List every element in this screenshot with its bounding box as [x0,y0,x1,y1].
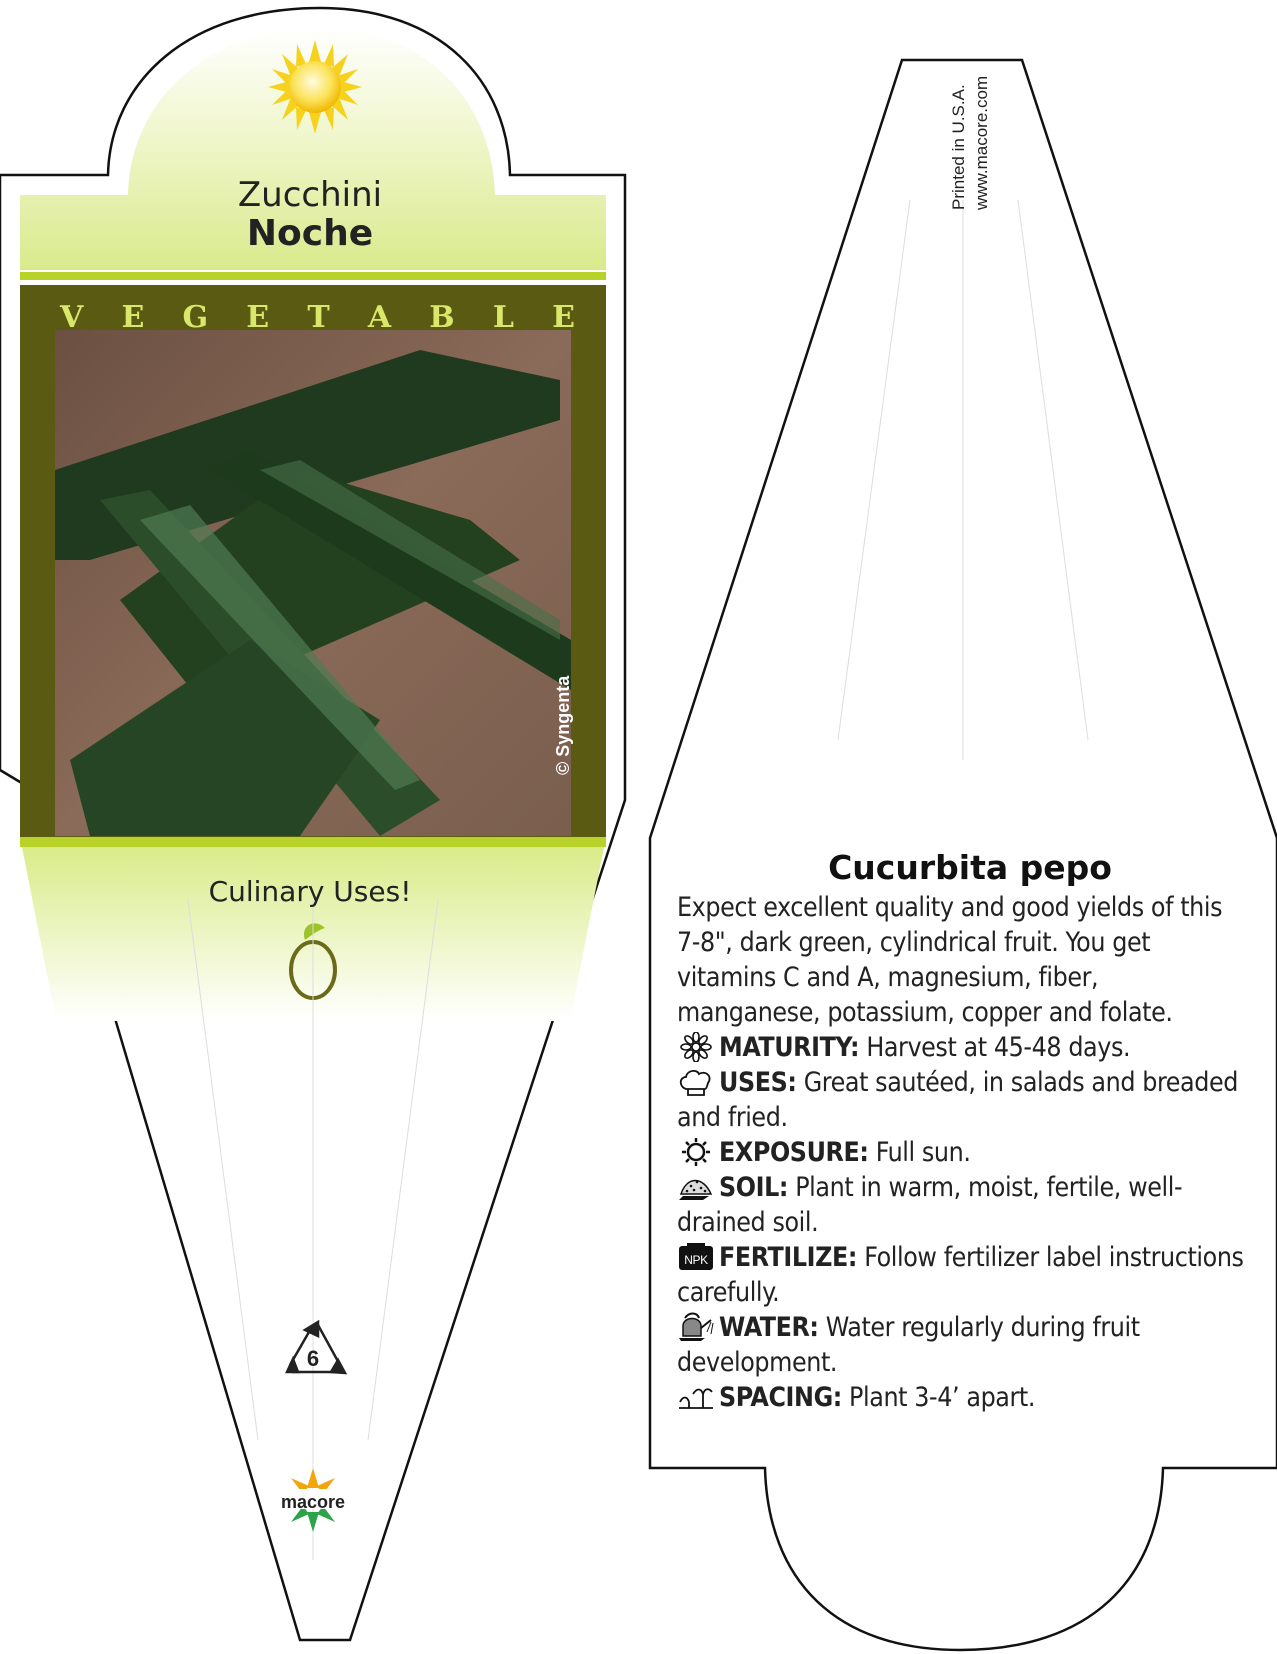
section-label: WATER: [719,1312,819,1343]
recycle-code: 6 [306,1346,320,1371]
section-label: MATURITY: [719,1032,860,1063]
description: Expect excellent quality and good yields of this 7-8", dark green, cylindrical fruit. You get vitamins C and A, magnesium, fiber, manganese, potassium, copper and folate. [677,892,1223,1028]
section-text: Plant in warm, moist, fertile, well-drained soil. [677,1172,1183,1238]
chef-hat-icon [677,1067,715,1097]
category-letter: E [246,300,270,335]
common-name: Zucchini [237,175,383,215]
watering-can-icon [677,1312,715,1342]
exposure-row [677,1135,1247,1170]
water-row [677,1310,1247,1380]
sun-icon-front [268,40,362,134]
category-letter: G [182,300,209,335]
section-text: Follow fertilizer label instructions carefully. [677,1242,1244,1308]
green-rule [20,272,606,280]
zucchini-photo [55,330,571,836]
section-text: Great sautéed, in salads and breaded and fried. [677,1067,1239,1133]
section-text: Water regularly during fruit development. [677,1312,1140,1378]
category-label [60,300,575,335]
section-text: Plant 3-4’ apart. [849,1382,1036,1413]
category-letter: V [60,300,84,335]
printed-in: Printed in U.S.A. [949,84,968,210]
variety-name: Noche [246,213,374,254]
maturity-row [677,1030,1247,1065]
category-letter: E [121,300,145,335]
website: www.macore.com [972,75,991,210]
fertilize-row [677,1240,1247,1310]
section-text: Full sun. [875,1137,971,1168]
brand-name: macore [280,1492,346,1512]
section-text: Harvest at 45-48 days. [866,1032,1131,1063]
botanical-name: Cucurbita pepo [828,848,1112,887]
section-label: USES: [719,1067,797,1098]
category-letter: A [367,300,392,335]
npk-icon [677,1242,715,1272]
category-letter: B [429,300,455,335]
soil-row [677,1170,1247,1240]
section-label: EXPOSURE: [719,1137,869,1168]
section-label: SPACING: [719,1382,842,1413]
uses-row [677,1065,1247,1135]
category-letter: L [492,300,514,335]
category-letter: T [307,300,330,335]
soil-icon [677,1172,715,1202]
section-label: SOIL: [719,1172,789,1203]
sun-icon [677,1137,715,1167]
flower-icon [677,1032,715,1062]
care-info [677,890,1247,1415]
spacing-row [677,1380,1247,1415]
photo-credit: © Syngenta [553,675,573,775]
section-label: FERTILIZE: [719,1242,858,1273]
spacing-icon [677,1382,715,1412]
tagline: Culinary Uses! [208,875,412,908]
category-letter: E [552,300,575,335]
npk-label: NPK [684,1253,708,1267]
